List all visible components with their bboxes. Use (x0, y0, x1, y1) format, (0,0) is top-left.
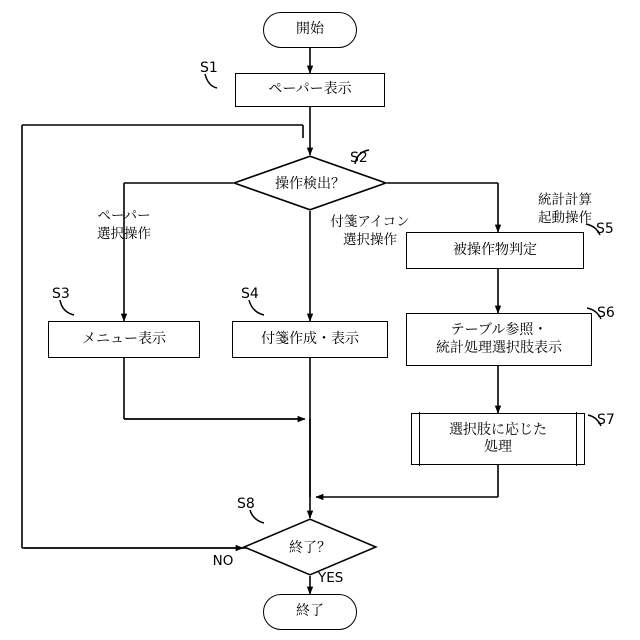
node-s5-label: 被操作物判定 (453, 241, 537, 258)
node-s2-label: 操作検出？ (275, 176, 345, 192)
node-s3-label: メニュー表示 (82, 330, 166, 347)
edge-label-stat-calc-start: 統計計算 起動操作 (538, 192, 592, 226)
step-tag-s1: S1 (200, 60, 218, 76)
edge-label-paper-select: ペーパー 選択操作 (97, 208, 151, 242)
node-s8-label: 終了？ (289, 540, 331, 556)
edge-label-fusen-icon-select: 付箋アイコン 選択操作 (330, 214, 410, 248)
step-tag-s4: S4 (241, 286, 259, 302)
node-s1-label: ペーパー表示 (268, 81, 352, 98)
node-end-label: 終了 (296, 603, 324, 620)
node-s6-label: テーブル参照・ 統計処理選択肢表示 (436, 322, 562, 356)
node-s4-label: 付箋作成・表示 (261, 330, 359, 347)
node-s7-label: 選択肢に応じた 処理 (449, 421, 547, 455)
step-tag-s7: S7 (597, 412, 615, 428)
step-tag-s3: S3 (52, 286, 70, 302)
step-tag-s5: S5 (596, 221, 614, 237)
step-tag-s2: S2 (350, 150, 368, 166)
node-start-label: 開始 (296, 21, 324, 38)
step-tag-s6: S6 (597, 305, 615, 321)
step-tag-s8: S8 (237, 496, 255, 512)
edge-label-yes: YES (318, 570, 344, 586)
edge-label-no: NO (212, 553, 234, 569)
